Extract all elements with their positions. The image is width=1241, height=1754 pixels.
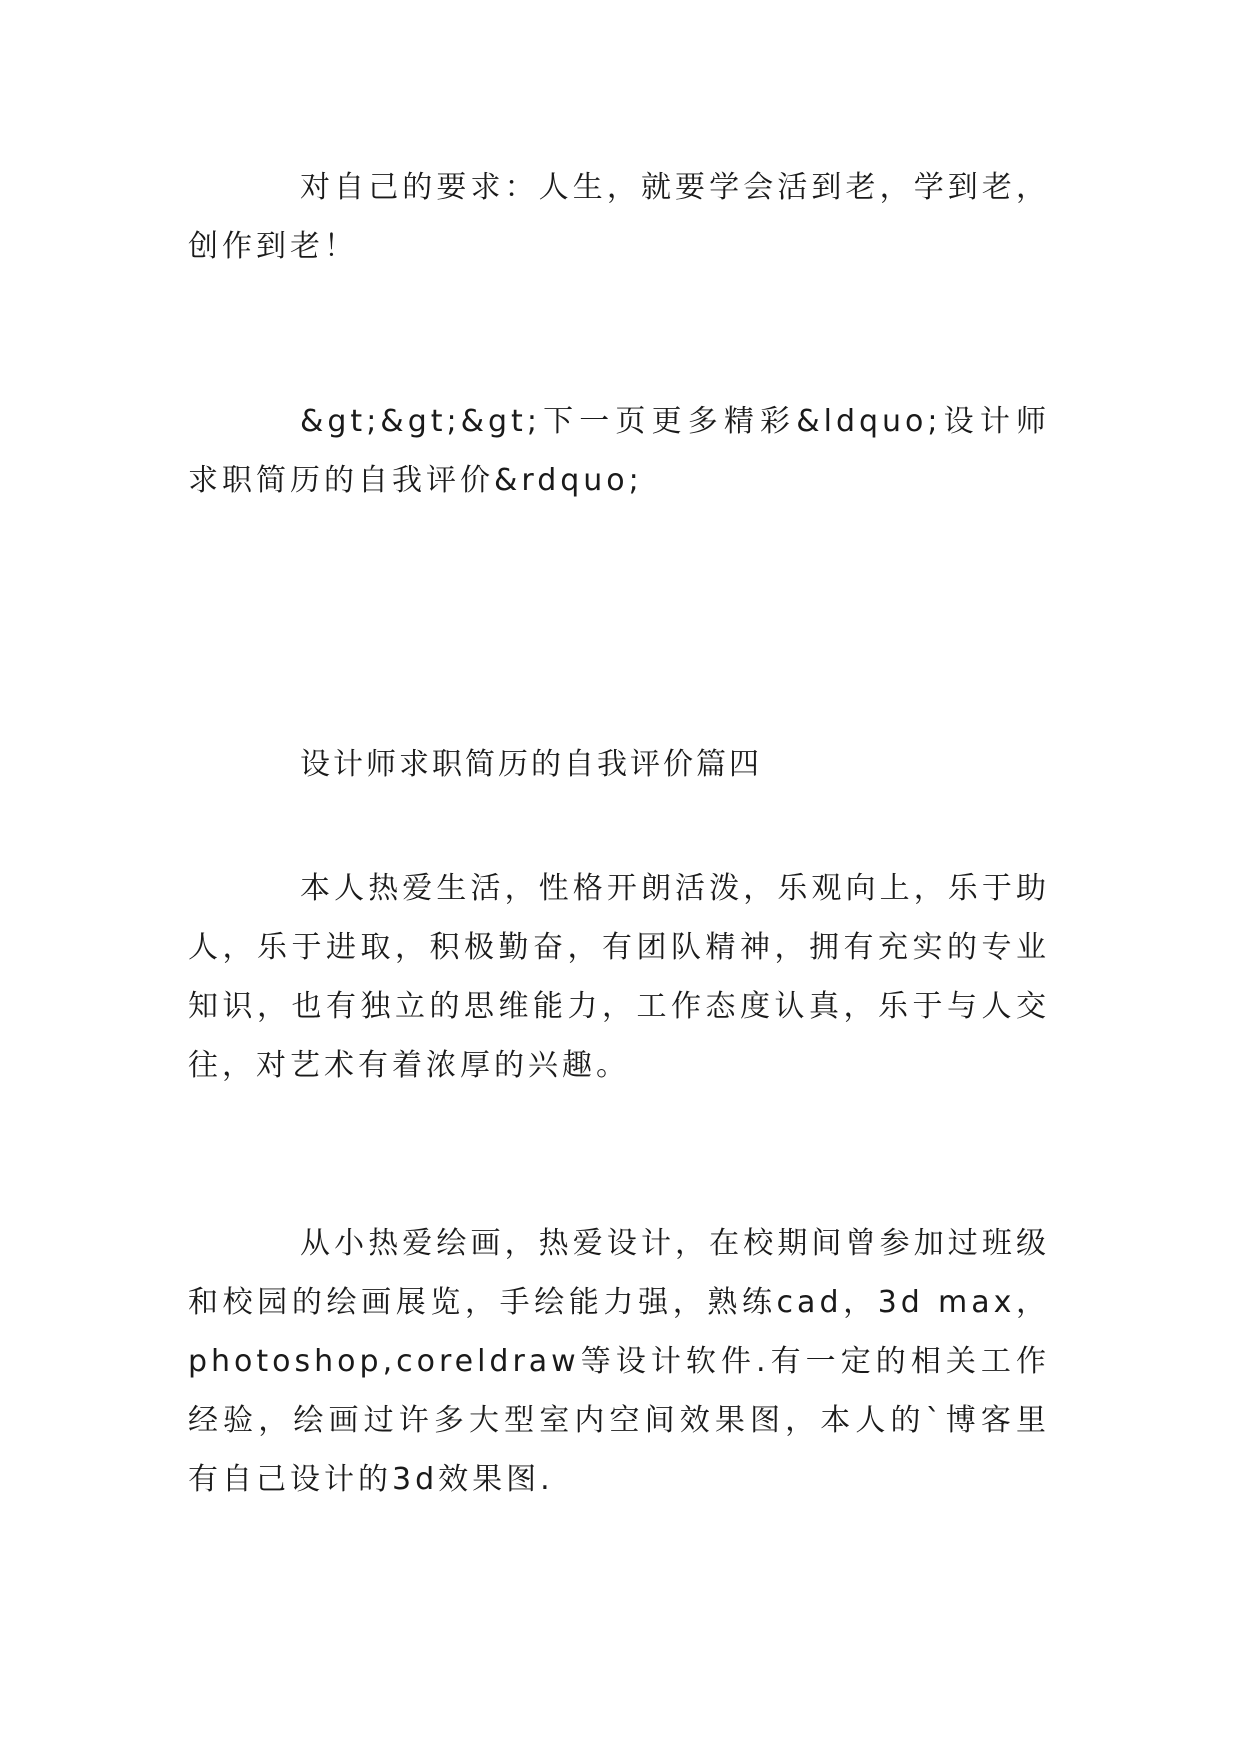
paragraph-personality: 本人热爱生活，性格开朗活泼，乐观向上，乐于助人，乐于进取，积极勤奋，有团队精神，拥有充实的专业知识，也有独立的思维能力，工作态度认真，乐于与人交往，对艺术有着浓厚的兴趣。	[188, 871, 1050, 1083]
paragraph-self-requirement: 对自己的要求：人生，就要学会活到老，学到老，创作到老！	[188, 170, 1050, 264]
paragraph-skills: 从小热爱绘画，热爱设计，在校期间曾参加过班级和校园的绘画展览，手绘能力强，熟练cad，3d max，photoshop,coreldraw等设计软件.有一定的相关工作经验，绘画过许多大型室内空间效果图，本人的`博客里有自己设计的3d效果图.	[188, 1226, 1050, 1497]
section-heading: 设计师求职简历的自我评价篇四	[300, 747, 762, 782]
paragraph-next-page-link: &gt;&gt;&gt;下一页更多精彩&ldquo;设计师求职简历的自我评价&rdquo;	[188, 404, 1050, 498]
